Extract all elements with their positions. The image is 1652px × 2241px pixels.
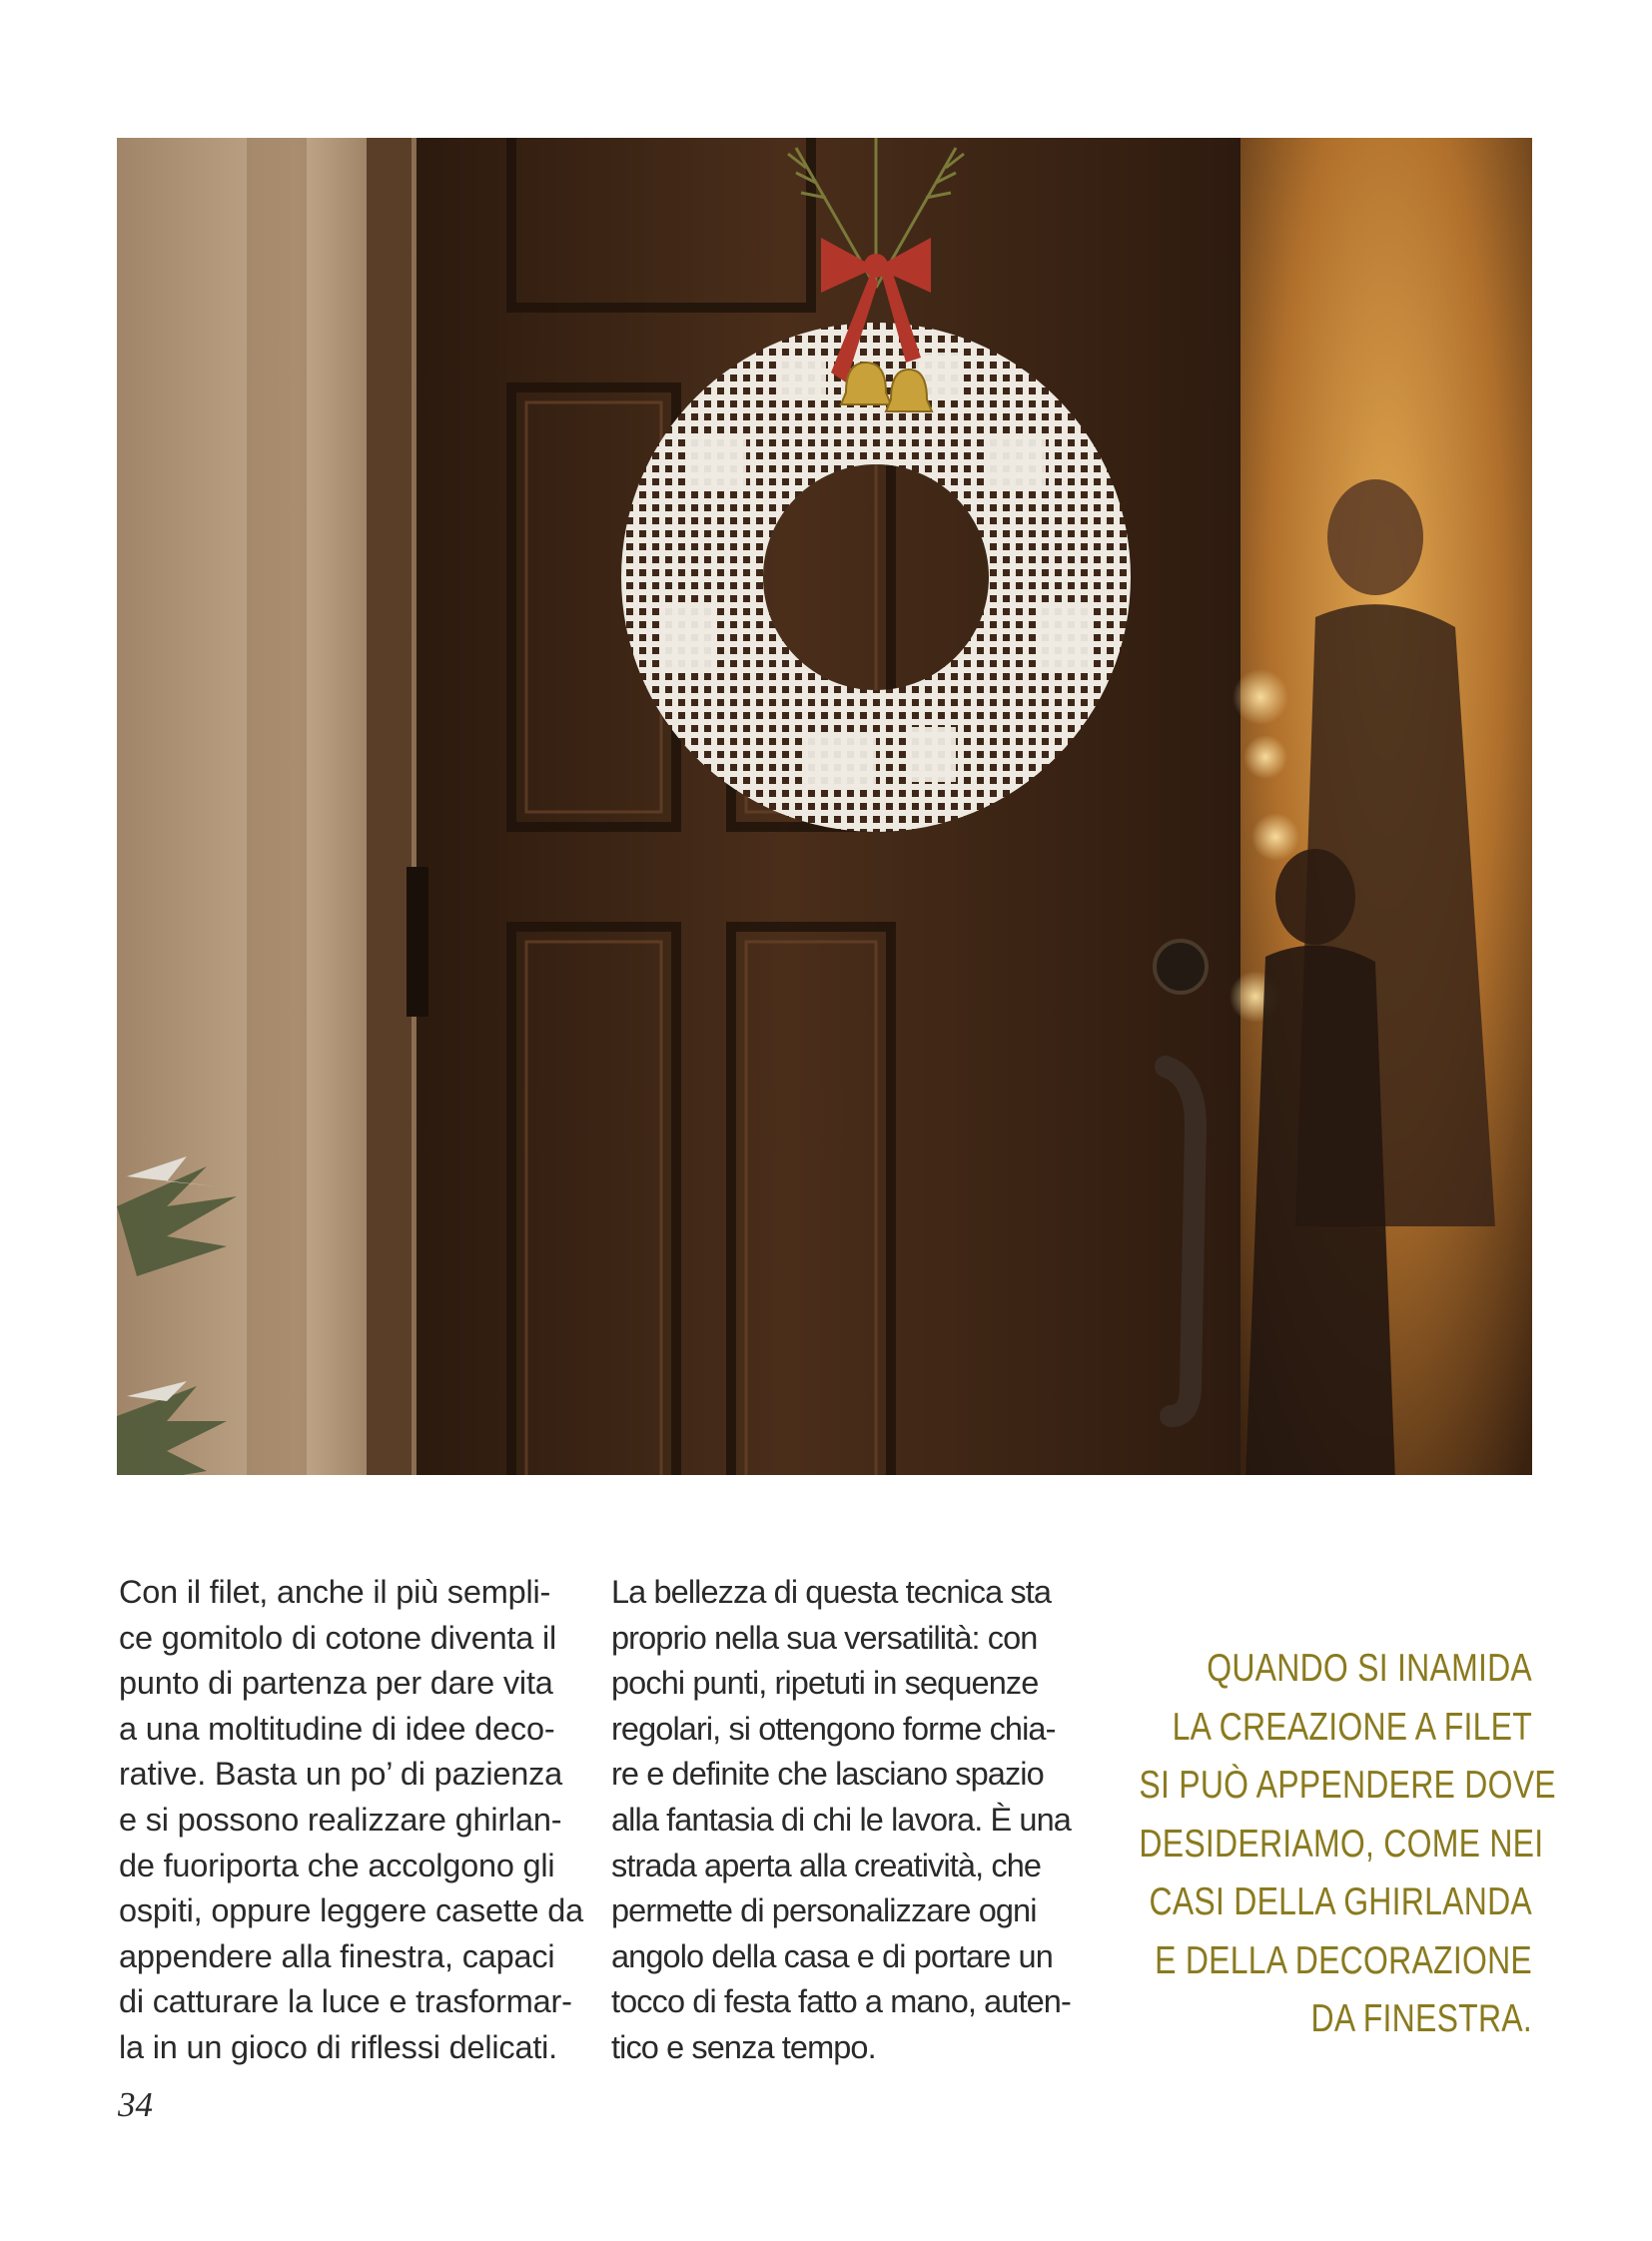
text-line: di catturare la luce e trasformar- bbox=[119, 1983, 572, 2020]
pull-quote-line: DA FINESTRA. bbox=[1310, 1997, 1532, 2040]
text-line: a una moltitudine di idee deco- bbox=[119, 1710, 555, 1747]
text-line: ce gomitolo di cotone diventa il bbox=[119, 1619, 557, 1656]
body-text-middle-column bbox=[611, 1570, 1071, 2071]
pull-quote-line: LA CREAZIONE A FILET bbox=[1172, 1705, 1532, 1749]
text-line: regolari, si ottengono forme chia- bbox=[611, 1710, 1056, 1747]
text-line: la in un gioco di riflessi delicati. bbox=[119, 2028, 557, 2065]
text-line: La bellezza di questa tecnica sta bbox=[611, 1574, 1052, 1610]
text-line: appendere alla finestra, capaci bbox=[119, 1937, 555, 1974]
page-number: 34 bbox=[118, 2085, 153, 2124]
text-line: tocco di festa fatto a mano, auten- bbox=[611, 1983, 1071, 2020]
text-line: strada aperta alla creatività, che bbox=[611, 1847, 1042, 1883]
body-text-left-column bbox=[119, 1570, 583, 2071]
text-line: ospiti, oppure leggere casette da bbox=[119, 1892, 583, 1929]
text-line: rative. Basta un po’ di pazienza bbox=[119, 1756, 563, 1793]
pull-quote-line: CASI DELLA GHIRLANDA bbox=[1149, 1880, 1532, 1923]
text-line: permette di personalizzare ogni bbox=[611, 1892, 1037, 1929]
text-line: angolo della casa e di portare un bbox=[611, 1937, 1053, 1974]
door-wreath-photo bbox=[117, 138, 1532, 1475]
pull-quote-line: DESIDERIAMO, COME NEI bbox=[1139, 1822, 1544, 1866]
pull-quote-line: E DELLA DECORAZIONE bbox=[1155, 1938, 1532, 1982]
text-line: proprio nella sua versatilità: con bbox=[611, 1619, 1038, 1656]
text-line: alla fantasia di chi le lavora. È una bbox=[611, 1801, 1071, 1838]
text-line: tico e senza tempo. bbox=[611, 2028, 876, 2065]
text-line: de fuoriporta che accolgono gli bbox=[119, 1847, 555, 1883]
pull-quote-line: QUANDO SI INAMIDA bbox=[1207, 1647, 1532, 1690]
pull-quote-line: SI PUÒ APPENDERE DOVE bbox=[1139, 1764, 1556, 1807]
text-line: Con il filet, anche il più sempli- bbox=[119, 1574, 551, 1610]
text-line: punto di partenza per dare vita bbox=[119, 1665, 553, 1702]
photo-illustration bbox=[117, 138, 1532, 1475]
text-line: pochi punti, ripetuti in sequenze bbox=[611, 1665, 1039, 1702]
text-line: e si possono realizzare ghirlan- bbox=[119, 1801, 562, 1838]
text-line: re e definite che lasciano spazio bbox=[611, 1756, 1044, 1793]
pull-quote bbox=[1139, 1640, 1556, 2049]
